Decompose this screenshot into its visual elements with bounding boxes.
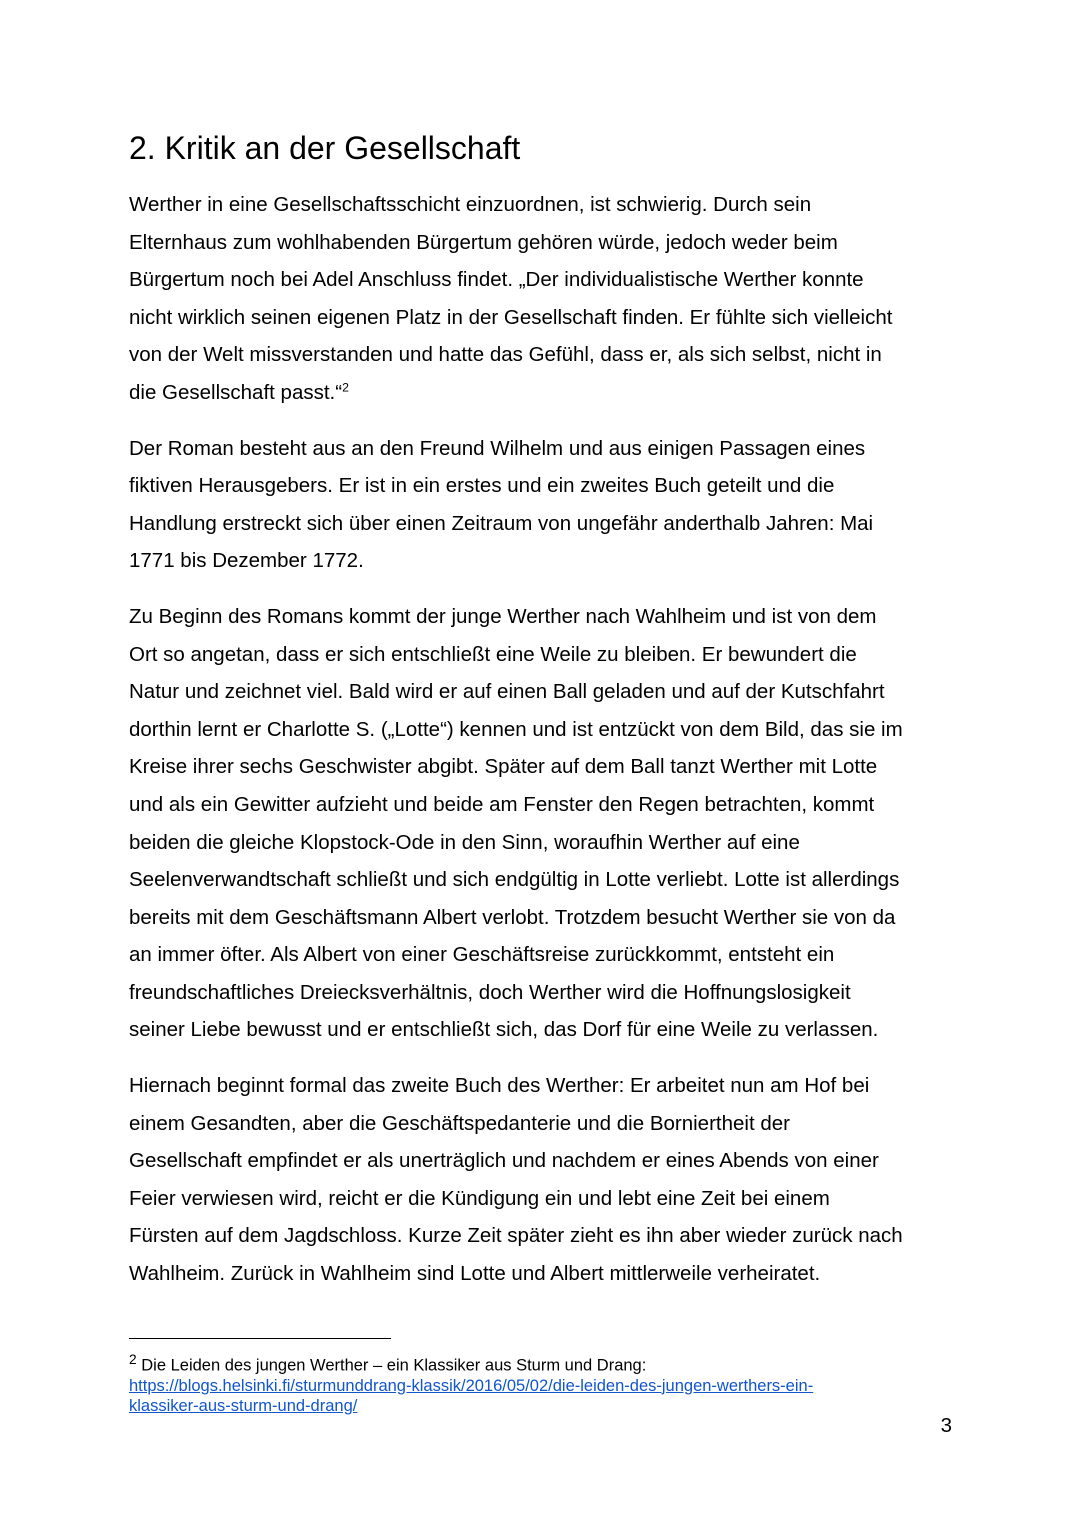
text-line: nicht wirklich seinen eigenen Platz in der Gesellschaft finden. Er fühlte sich vielleicht xyxy=(129,305,893,329)
quote-end-text: die Gesellschaft passt.“ xyxy=(129,380,343,404)
footnote-reference[interactable]: 2 xyxy=(342,380,349,395)
footnote-source-title: Die Leiden des jungen Werther – ein Klassiker aus Sturm und Drang: xyxy=(141,1356,647,1375)
text-line: Wahlheim. Zurück in Wahlheim sind Lotte und Albert mittlerweile verheiratet. xyxy=(129,1262,821,1286)
footnote-link[interactable]: klassiker-aus-sturm-und-drang/ xyxy=(129,1396,358,1415)
text-line: dorthin lernt er Charlotte S. („Lotte“) kennen und ist entzückt von dem Bild, das sie im xyxy=(129,717,903,741)
text-line: Kreise ihrer sechs Geschwister abgibt. Später auf dem Ball tanzt Werther mit Lotte xyxy=(129,755,878,779)
text-line: Der Roman besteht aus an den Freund Wilhelm und aus einigen Passagen eines xyxy=(129,436,866,460)
text-line: Bürgertum noch bei Adel Anschluss findet. „Der individualistische Werther konnte xyxy=(129,268,864,292)
text-line: Werther in eine Gesellschaftsschicht einzuordnen, ist schwierig. Durch sein xyxy=(129,193,812,216)
text-line: Elternhaus zum wohlhabenden Bürgertum gehören würde, jedoch weder beim xyxy=(129,230,838,254)
body-text xyxy=(129,186,959,1293)
footnote-link[interactable]: https://blogs.helsinki.fi/sturmunddrang-klassik/2016/05/02/die-leiden-des-jungen-werthers-ein- xyxy=(129,1376,814,1395)
text-line: freundschaftliches Dreiecksverhältnis, doch Werther wird die Hoffnungslosigkeit xyxy=(129,980,851,1004)
text-line: seiner Liebe bewusst und er entschließt sich, das Dorf für eine Weile zu verlassen. xyxy=(129,1018,879,1042)
footnote-number: 2 xyxy=(129,1352,137,1367)
text-line: Gesellschaft empfindet er als unerträglich und nachdem er eines Abends von einer xyxy=(129,1149,879,1173)
text-line: Ort so angetan, dass er sich entschließt eine Weile zu bleiben. Er bewundert die xyxy=(129,642,857,666)
footnote-text-line xyxy=(129,1350,959,1376)
page-number: 3 xyxy=(940,1414,952,1437)
text-line: fiktiven Herausgebers. Er ist in ein erstes und ein zweites Buch geteilt und die xyxy=(129,474,835,498)
footnote xyxy=(129,1350,959,1416)
text-line: Natur und zeichnet viel. Bald wird er auf einen Ball geladen und auf der Kutschfahrt xyxy=(129,680,885,704)
paragraph-plot-book-one xyxy=(129,598,959,1049)
text-line: Feier verwiesen wird, reicht er die Kündigung ein und lebt eine Zeit bei einem xyxy=(129,1186,830,1210)
paragraph-plot-book-two xyxy=(129,1067,959,1293)
text-line: Hiernach beginnt formal das zweite Buch des Werther: Er arbeitet nun am Hof bei xyxy=(129,1074,870,1098)
text-line: Handlung erstreckt sich über einen Zeitraum von ungefähr anderthalb Jahren: Mai xyxy=(129,511,874,535)
paragraph-society-classification xyxy=(129,186,959,412)
section-heading: 2. Kritik an der Gesellschaft xyxy=(129,130,521,166)
text-line xyxy=(129,374,959,412)
text-line: an immer öfter. Als Albert von einer Geschäftsreise zurückkommt, entsteht ein xyxy=(129,943,835,967)
text-line: Fürsten auf dem Jagdschloss. Kurze Zeit später zieht es ihn aber wieder zurück nach xyxy=(129,1224,903,1248)
footnote-separator xyxy=(129,1338,391,1339)
paragraph-novel-structure xyxy=(129,430,959,580)
text-line: einem Gesandten, aber die Geschäftspedanterie und die Borniertheit der xyxy=(129,1111,790,1135)
text-line: 1771 bis Dezember 1772. xyxy=(129,549,364,573)
text-line: Zu Beginn des Romans kommt der junge Werther nach Wahlheim und ist von dem xyxy=(129,604,877,628)
text-line: Seelenverwandtschaft schließt und sich endgültig in Lotte verliebt. Lotte ist allerdings xyxy=(129,868,900,892)
text-line: von der Welt missverstanden und hatte das Gefühl, dass er, als sich selbst, nicht in xyxy=(129,343,882,367)
text-line: beiden die gleiche Klopstock-Ode in den Sinn, woraufhin Werther auf eine xyxy=(129,830,800,854)
text-line: und als ein Gewitter aufzieht und beide am Fenster den Regen betrachten, kommt xyxy=(129,792,875,816)
text-line: bereits mit dem Geschäftsmann Albert verlobt. Trotzdem besucht Werther sie von da xyxy=(129,905,896,929)
